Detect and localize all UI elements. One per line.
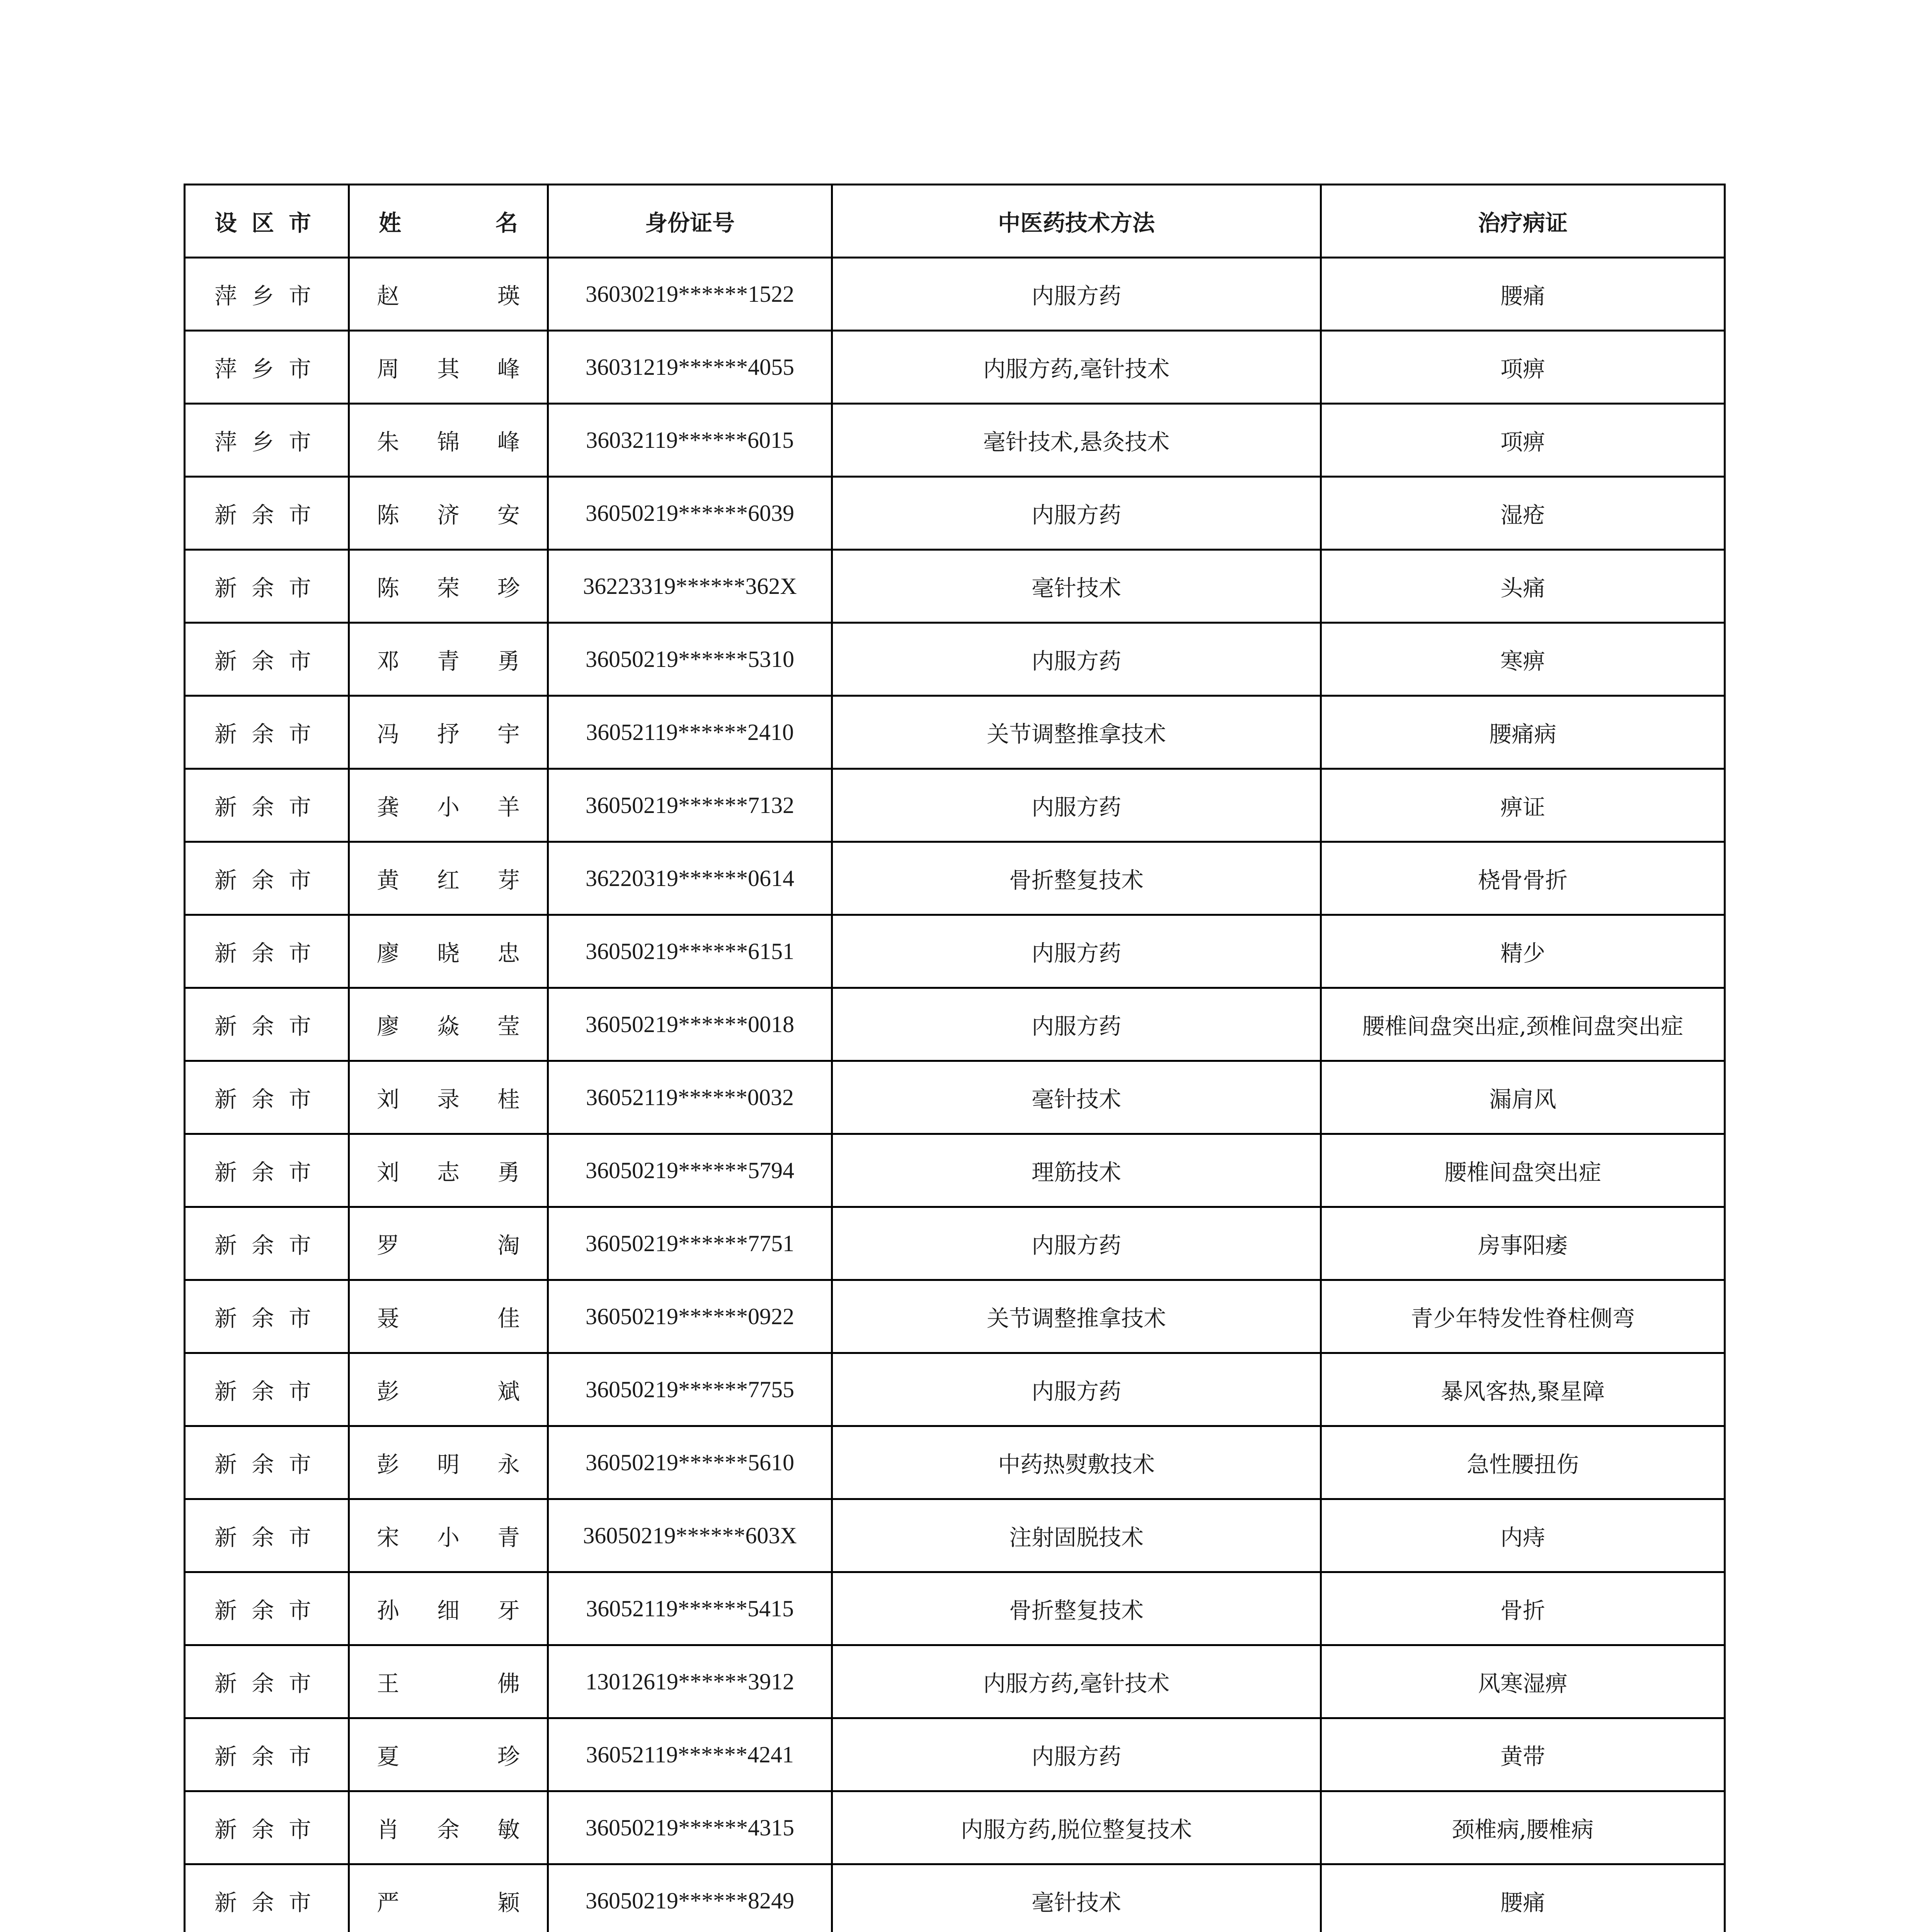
cell-city (185, 1353, 349, 1426)
cell-id-number: 36030219******1522 (548, 258, 832, 331)
cell-id-number: 36052119******5415 (548, 1572, 832, 1645)
cell-id-number: 36050219******6151 (548, 915, 832, 988)
cell-name (349, 1499, 548, 1572)
cell-id-number: 36050219******4315 (548, 1791, 832, 1864)
cell-name-text: 刘 志 勇 (377, 1159, 520, 1185)
cell-name (349, 331, 548, 404)
column-header-indication: 治疗病证 (1321, 185, 1725, 258)
cell-city-text: 新 余 市 (215, 1013, 311, 1039)
cell-id-number: 36050219******6039 (548, 477, 832, 550)
cell-name (349, 988, 548, 1061)
cell-indication: 内痔 (1321, 1499, 1725, 1572)
cell-method: 内服方药,毫针技术 (832, 1645, 1321, 1718)
cell-method: 中药热熨敷技术 (832, 1426, 1321, 1499)
cell-name-text: 聂 佳 (377, 1305, 520, 1332)
table-row (185, 696, 1725, 769)
cell-name-text: 陈 荣 珍 (377, 575, 520, 601)
cell-name (349, 1645, 548, 1718)
cell-name (349, 696, 548, 769)
cell-id-number: 36052119******0032 (548, 1061, 832, 1134)
cell-name (349, 1353, 548, 1426)
cell-city (185, 1426, 349, 1499)
cell-method: 内服方药 (832, 988, 1321, 1061)
cell-name-text: 龚 小 羊 (377, 794, 520, 820)
cell-method: 骨折整复技术 (832, 842, 1321, 915)
table-row (185, 1353, 1725, 1426)
table-row (185, 550, 1725, 623)
table-row (185, 915, 1725, 988)
cell-indication: 急性腰扭伤 (1321, 1426, 1725, 1499)
cell-indication: 青少年特发性脊柱侧弯 (1321, 1280, 1725, 1353)
table-row (185, 769, 1725, 842)
cell-city (185, 1134, 349, 1207)
cell-id-number: 36050219******5610 (548, 1426, 832, 1499)
cell-city-text: 新 余 市 (215, 1597, 311, 1624)
cell-id-number: 36050219******603X (548, 1499, 832, 1572)
cell-name-text: 彭 斌 (377, 1378, 520, 1405)
cell-name (349, 1791, 548, 1864)
cell-city (185, 1061, 349, 1134)
cell-indication: 精少 (1321, 915, 1725, 988)
cell-city (185, 1791, 349, 1864)
cell-indication: 暴风客热,聚星障 (1321, 1353, 1725, 1426)
header-row (185, 185, 1725, 258)
table-row (185, 1061, 1725, 1134)
table-row (185, 404, 1725, 477)
cell-method: 关节调整推拿技术 (832, 696, 1321, 769)
cell-name-text: 宋 小 青 (377, 1524, 520, 1551)
cell-indication: 腰椎间盘突出症 (1321, 1134, 1725, 1207)
cell-name-text: 朱 锦 峰 (377, 429, 520, 455)
cell-name (349, 915, 548, 988)
cell-city-text: 新 余 市 (215, 1889, 311, 1916)
cell-city-text: 新 余 市 (215, 721, 311, 747)
cell-method: 注射固脱技术 (832, 1499, 1321, 1572)
cell-name (349, 477, 548, 550)
cell-id-number: 36220319******0614 (548, 842, 832, 915)
cell-id-number: 36052119******4241 (548, 1718, 832, 1791)
cell-city-text: 新 余 市 (215, 1378, 311, 1405)
cell-method: 内服方药 (832, 623, 1321, 696)
cell-indication: 风寒湿痹 (1321, 1645, 1725, 1718)
cell-name-text: 邓 青 勇 (377, 648, 520, 674)
table-row (185, 1645, 1725, 1718)
cell-name-text: 冯 抒 宇 (377, 721, 520, 747)
cell-name (349, 550, 548, 623)
cell-id-number: 36052119******2410 (548, 696, 832, 769)
cell-name (349, 1134, 548, 1207)
cell-indication: 腰椎间盘突出症,颈椎间盘突出症 (1321, 988, 1725, 1061)
cell-city-text: 新 余 市 (215, 1086, 311, 1112)
cell-id-number: 36032119******6015 (548, 404, 832, 477)
cell-name-text: 刘 录 桂 (377, 1086, 520, 1112)
cell-name-text: 严 颖 (377, 1889, 520, 1916)
column-header-city (185, 185, 349, 258)
cell-id-number: 36050219******7132 (548, 769, 832, 842)
cell-city-text: 新 余 市 (215, 648, 311, 674)
cell-city (185, 623, 349, 696)
cell-name-text: 王 佛 (377, 1670, 520, 1697)
cell-method: 内服方药 (832, 1718, 1321, 1791)
cell-name-text: 夏 珍 (377, 1743, 520, 1770)
cell-city (185, 1499, 349, 1572)
cell-name-text: 罗 淘 (377, 1232, 520, 1259)
table-row (185, 331, 1725, 404)
cell-name-text: 廖 晓 忠 (377, 940, 520, 966)
cell-method: 内服方药 (832, 1353, 1321, 1426)
cell-indication: 腰痛 (1321, 1864, 1725, 1932)
cell-city-text: 新 余 市 (215, 1451, 311, 1478)
cell-city (185, 331, 349, 404)
cell-method: 内服方药 (832, 915, 1321, 988)
table-row (185, 1864, 1725, 1932)
cell-city-text: 萍 乡 市 (215, 356, 311, 382)
cell-city (185, 1572, 349, 1645)
cell-city-text: 新 余 市 (215, 575, 311, 601)
cell-id-number: 36050219******7755 (548, 1353, 832, 1426)
cell-city-text: 萍 乡 市 (215, 283, 311, 309)
cell-city (185, 1864, 349, 1932)
cell-city-text: 新 余 市 (215, 1232, 311, 1259)
table-row (185, 842, 1725, 915)
cell-id-number: 36223319******362X (548, 550, 832, 623)
cell-name (349, 842, 548, 915)
cell-method: 关节调整推拿技术 (832, 1280, 1321, 1353)
cell-city-text: 新 余 市 (215, 1305, 311, 1332)
cell-method: 内服方药 (832, 1207, 1321, 1280)
cell-city (185, 988, 349, 1061)
table-row (185, 1426, 1725, 1499)
column-header-id-number: 身份证号 (548, 185, 832, 258)
cell-city (185, 1718, 349, 1791)
cell-city (185, 1645, 349, 1718)
cell-indication: 桡骨骨折 (1321, 842, 1725, 915)
cell-method: 内服方药 (832, 769, 1321, 842)
cell-method: 内服方药,毫针技术 (832, 331, 1321, 404)
table-row (185, 1207, 1725, 1280)
cell-name (349, 623, 548, 696)
cell-name (349, 1280, 548, 1353)
cell-method: 毫针技术,悬灸技术 (832, 404, 1321, 477)
table-row (185, 1791, 1725, 1864)
cell-method: 内服方药,脱位整复技术 (832, 1791, 1321, 1864)
cell-name-text: 赵 瑛 (377, 283, 520, 309)
cell-indication: 寒痹 (1321, 623, 1725, 696)
cell-indication: 项痹 (1321, 331, 1725, 404)
table-row (185, 1499, 1725, 1572)
cell-name (349, 1426, 548, 1499)
cell-indication: 漏肩风 (1321, 1061, 1725, 1134)
cell-name-text: 陈 济 安 (377, 502, 520, 528)
cell-city (185, 915, 349, 988)
cell-id-number: 36050219******0922 (548, 1280, 832, 1353)
table-row (185, 258, 1725, 331)
cell-indication: 头痛 (1321, 550, 1725, 623)
cell-name (349, 769, 548, 842)
cell-name (349, 1061, 548, 1134)
cell-indication: 骨折 (1321, 1572, 1725, 1645)
table-row (185, 1572, 1725, 1645)
cell-id-number: 36031219******4055 (548, 331, 832, 404)
cell-id-number: 36050219******7751 (548, 1207, 832, 1280)
cell-city-text: 新 余 市 (215, 940, 311, 966)
cell-city (185, 477, 349, 550)
cell-city (185, 1280, 349, 1353)
cell-city-text: 新 余 市 (215, 867, 311, 893)
column-header-name (349, 185, 548, 258)
cell-id-number: 36050219******5310 (548, 623, 832, 696)
cell-city-text: 新 余 市 (215, 1743, 311, 1770)
cell-indication: 痹证 (1321, 769, 1725, 842)
cell-name (349, 1207, 548, 1280)
cell-name-text: 黄 红 芽 (377, 867, 520, 893)
column-header-method: 中医药技术方法 (832, 185, 1321, 258)
cell-id-number: 36050219******8249 (548, 1864, 832, 1932)
cell-city-text: 新 余 市 (215, 1670, 311, 1697)
table-row (185, 1718, 1725, 1791)
cell-city-text: 新 余 市 (215, 1816, 311, 1843)
cell-name-text: 肖 余 敏 (377, 1816, 520, 1843)
cell-method: 骨折整复技术 (832, 1572, 1321, 1645)
cell-city-text: 新 余 市 (215, 1159, 311, 1185)
cell-indication: 腰痛 (1321, 258, 1725, 331)
table-row (185, 1280, 1725, 1353)
cell-name (349, 1718, 548, 1791)
cell-city (185, 769, 349, 842)
cell-city-text: 新 余 市 (215, 502, 311, 528)
cell-city-text: 新 余 市 (215, 1524, 311, 1551)
cell-name (349, 1572, 548, 1645)
cell-name-text: 廖 焱 莹 (377, 1013, 520, 1039)
cell-city (185, 258, 349, 331)
cell-city-text: 新 余 市 (215, 794, 311, 820)
table-row (185, 623, 1725, 696)
cell-indication: 颈椎病,腰椎病 (1321, 1791, 1725, 1864)
cell-indication: 项痹 (1321, 404, 1725, 477)
cell-city-text: 萍 乡 市 (215, 429, 311, 455)
table-row (185, 477, 1725, 550)
cell-method: 毫针技术 (832, 1864, 1321, 1932)
cell-name (349, 404, 548, 477)
cell-city (185, 696, 349, 769)
cell-id-number: 36050219******5794 (548, 1134, 832, 1207)
cell-method: 理筋技术 (832, 1134, 1321, 1207)
cell-method: 毫针技术 (832, 1061, 1321, 1134)
table-row (185, 988, 1725, 1061)
cell-method: 内服方药 (832, 258, 1321, 331)
table-row (185, 1134, 1725, 1207)
header-city-text: 设 区 市 (215, 210, 311, 236)
cell-city (185, 550, 349, 623)
cell-name-text: 周 其 峰 (377, 356, 520, 382)
cell-name (349, 1864, 548, 1932)
cell-city (185, 842, 349, 915)
table-body (185, 258, 1725, 1932)
cell-id-number: 13012619******3912 (548, 1645, 832, 1718)
cell-indication: 房事阳痿 (1321, 1207, 1725, 1280)
registry-table (184, 184, 1726, 1932)
cell-id-number: 36050219******0018 (548, 988, 832, 1061)
cell-indication: 黄带 (1321, 1718, 1725, 1791)
cell-method: 内服方药 (832, 477, 1321, 550)
header-name-text: 姓 名 (379, 210, 518, 236)
cell-name-text: 孙 细 牙 (377, 1597, 520, 1624)
cell-indication: 腰痛病 (1321, 696, 1725, 769)
cell-method: 毫针技术 (832, 550, 1321, 623)
cell-name-text: 彭 明 永 (377, 1451, 520, 1478)
cell-indication: 湿疮 (1321, 477, 1725, 550)
cell-city (185, 404, 349, 477)
cell-name (349, 258, 548, 331)
cell-city (185, 1207, 349, 1280)
